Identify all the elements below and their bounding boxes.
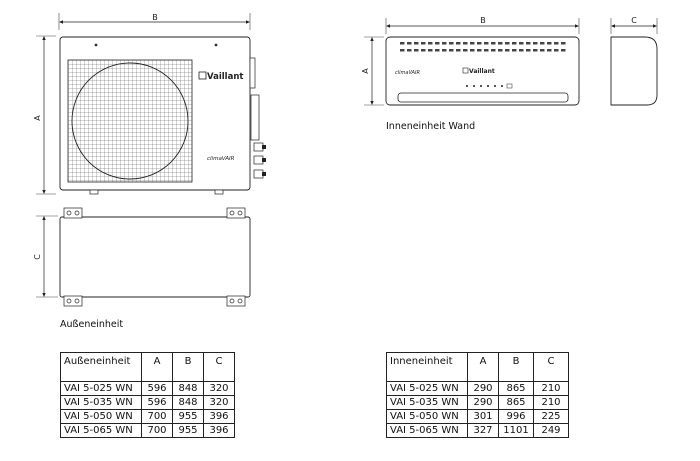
vent-slot — [505, 49, 510, 52]
value-cell-c: 320 — [204, 396, 235, 410]
model-cell: VAI 5-050 WN — [387, 410, 468, 424]
indoor-unit-caption: Inneneinheit Wand — [386, 121, 476, 132]
value-cell-a: 700 — [142, 424, 173, 438]
indoor-spec-table — [386, 352, 569, 438]
outdoor-unit-top-view — [33, 208, 250, 306]
indoor-header-a: A — [468, 353, 499, 382]
indoor-header-c: C — [534, 353, 569, 382]
vent-slot — [428, 42, 433, 45]
vent-slot — [498, 42, 503, 45]
value-cell-c: 210 — [534, 396, 569, 410]
table-row — [387, 424, 569, 438]
outdoor-depth-label: C — [33, 254, 42, 260]
value-cell-b: 865 — [499, 382, 534, 396]
vent-slot — [442, 49, 447, 52]
vent-slot — [463, 49, 468, 52]
vent-slot — [540, 42, 545, 45]
indoor-brand-logo: Vaillant — [469, 68, 495, 75]
vent-slot — [470, 49, 475, 52]
vent-slot — [498, 49, 503, 52]
vent-slot — [554, 49, 559, 52]
model-cell: VAI 5-065 WN — [387, 424, 468, 438]
vent-slot — [421, 42, 426, 45]
indoor-depth-label: C — [631, 16, 637, 25]
fan-grille — [68, 60, 192, 182]
indoor-unit-front-view — [361, 16, 579, 105]
vent-slot — [526, 42, 531, 45]
vent-slot — [533, 49, 538, 52]
value-cell-b: 955 — [173, 424, 204, 438]
indoor-width-label: B — [480, 16, 486, 25]
vent-slot — [428, 49, 433, 52]
vent-slot — [484, 42, 489, 45]
indoor-table-header — [387, 353, 569, 382]
vent-slot — [449, 42, 454, 45]
refrigerant-connectors — [254, 143, 266, 178]
indoor-unit-side-view — [611, 16, 657, 105]
value-cell-a: 327 — [468, 424, 499, 438]
value-cell-a: 301 — [468, 410, 499, 424]
outdoor-width-label: B — [152, 13, 158, 22]
table-row — [387, 410, 569, 424]
model-cell: VAI 5-035 WN — [387, 396, 468, 410]
vent-slot — [491, 49, 496, 52]
outdoor-unit-top-body — [60, 217, 250, 297]
value-cell-c: 210 — [534, 382, 569, 396]
table-row — [387, 382, 569, 396]
vent-slot — [477, 42, 482, 45]
vent-slot — [533, 42, 538, 45]
vent-slot — [484, 49, 489, 52]
indoor-unit-side-body — [611, 37, 657, 105]
vent-slot — [477, 49, 482, 52]
model-cell: VAI 5-035 WN — [61, 396, 142, 410]
value-cell-a: 596 — [142, 396, 173, 410]
vent-slot — [414, 49, 419, 52]
value-cell-c: 249 — [534, 424, 569, 438]
table-row — [61, 424, 235, 438]
outdoor-unit-front-view — [33, 13, 266, 194]
table-row — [61, 396, 235, 410]
value-cell-b: 848 — [173, 382, 204, 396]
vent-slot — [512, 49, 517, 52]
outdoor-unit-caption: Außeneinheit — [60, 319, 124, 330]
vent-slot — [421, 49, 426, 52]
value-cell-c: 225 — [534, 410, 569, 424]
table-row — [61, 410, 235, 424]
vent-slot — [400, 49, 405, 52]
vent-slot — [407, 42, 412, 45]
outdoor-header-a: A — [142, 353, 173, 382]
vent-slot — [463, 42, 468, 45]
indoor-header-b: B — [499, 353, 534, 382]
vent-slot — [547, 42, 552, 45]
model-cell: VAI 5-025 WN — [387, 382, 468, 396]
outdoor-spec-table — [60, 352, 235, 438]
outdoor-table-header — [61, 353, 235, 382]
vent-slot — [519, 49, 524, 52]
vent-slot — [414, 42, 419, 45]
outdoor-height-label: A — [33, 115, 42, 121]
vent-slot — [547, 49, 552, 52]
outdoor-header-c: C — [204, 353, 235, 382]
outdoor-model-logo: climaVAIR — [207, 156, 235, 162]
value-cell-b: 1101 — [499, 424, 534, 438]
vent-slot — [526, 49, 531, 52]
vent-slot — [561, 42, 566, 45]
outdoor-brand-logo: Vaillant — [207, 72, 244, 82]
value-cell-a: 290 — [468, 396, 499, 410]
value-cell-c: 396 — [204, 424, 235, 438]
air-outlet-louvre — [398, 93, 568, 102]
value-cell-b: 848 — [173, 396, 204, 410]
indoor-header-model: Inneneinheit — [387, 353, 468, 382]
vent-slot — [554, 42, 559, 45]
vent-slot — [449, 49, 454, 52]
vent-slot — [540, 49, 545, 52]
vent-slot — [470, 42, 475, 45]
model-cell: VAI 5-050 WN — [61, 410, 142, 424]
vent-slot — [442, 42, 447, 45]
indoor-vaillant-logo-mark — [463, 68, 468, 73]
value-cell-c: 396 — [204, 410, 235, 424]
value-cell-c: 320 — [204, 382, 235, 396]
model-cell: VAI 5-025 WN — [61, 382, 142, 396]
value-cell-a: 596 — [142, 382, 173, 396]
vent-slot — [491, 42, 496, 45]
vaillant-logo-mark — [199, 72, 206, 79]
value-cell-b: 865 — [499, 396, 534, 410]
vent-slot — [435, 49, 440, 52]
table-row — [387, 396, 569, 410]
vent-slot — [561, 49, 566, 52]
value-cell-b: 996 — [499, 410, 534, 424]
value-cell-a: 290 — [468, 382, 499, 396]
vent-slot — [400, 42, 405, 45]
value-cell-b: 955 — [173, 410, 204, 424]
vent-slot — [435, 42, 440, 45]
vent-slot — [456, 49, 461, 52]
table-row — [61, 382, 235, 396]
indoor-height-label: A — [361, 68, 370, 74]
vent-slot — [456, 42, 461, 45]
model-cell: VAI 5-065 WN — [61, 424, 142, 438]
outdoor-header-b: B — [173, 353, 204, 382]
value-cell-a: 700 — [142, 410, 173, 424]
vent-slot — [512, 42, 517, 45]
vent-slot — [505, 42, 510, 45]
indoor-model-logo: climaVAIR — [395, 70, 420, 76]
vent-slot — [519, 42, 524, 45]
vent-slot — [407, 49, 412, 52]
outdoor-header-model: Außeneinheit — [61, 353, 142, 382]
